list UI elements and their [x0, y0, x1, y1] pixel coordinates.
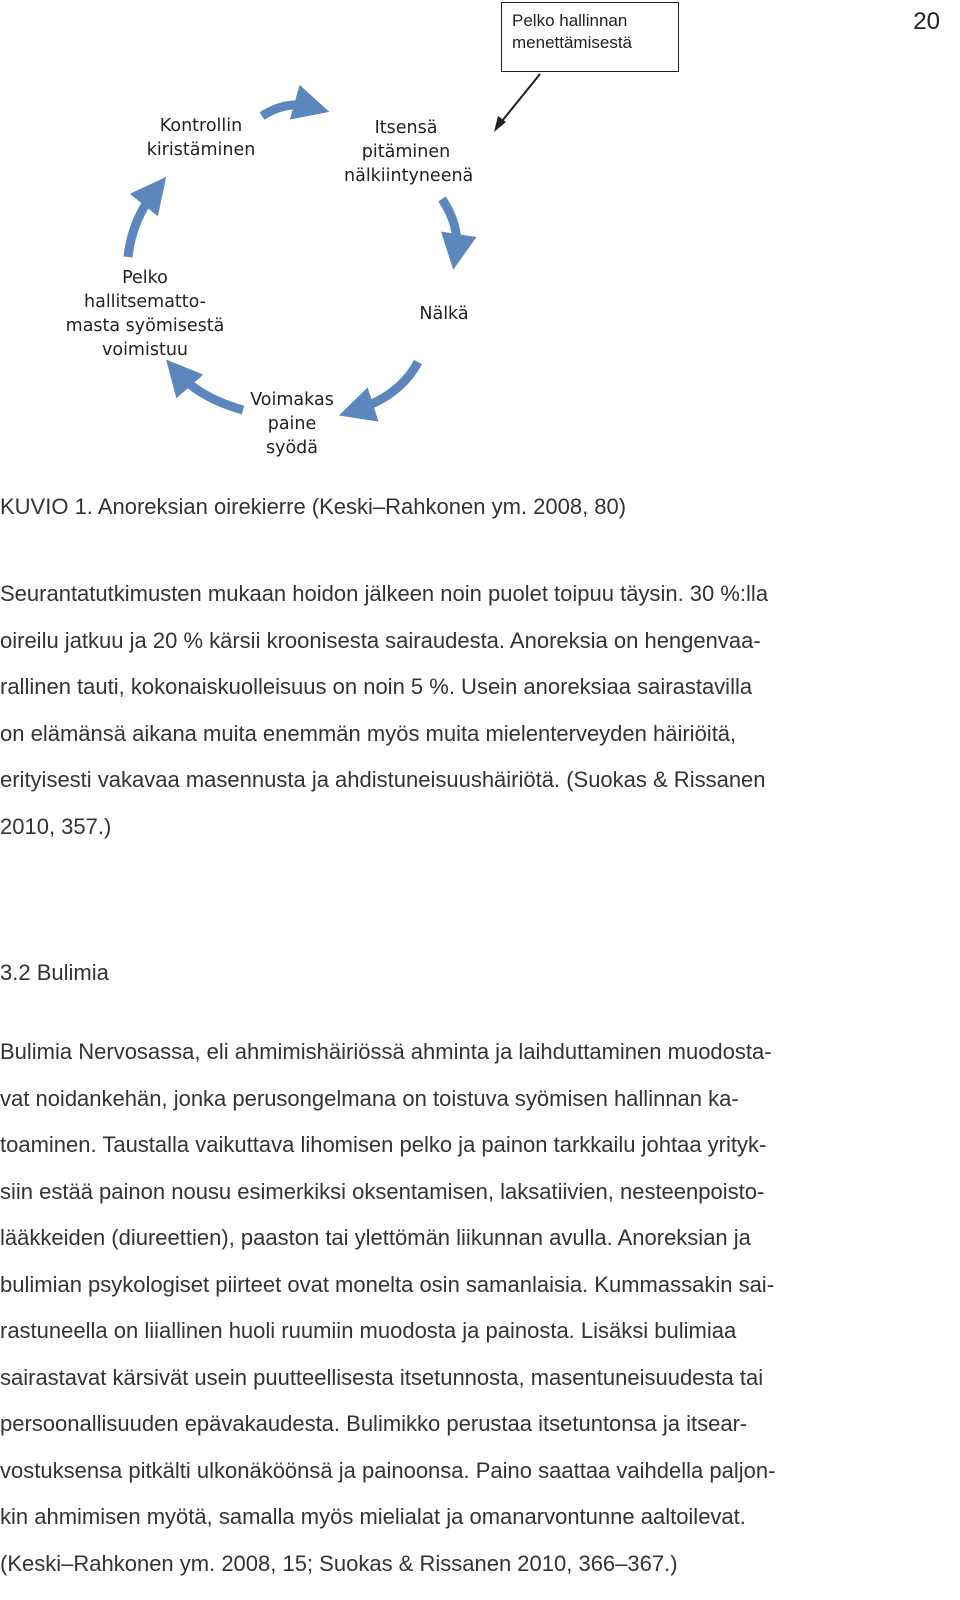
cycle-arrow-left	[128, 191, 155, 257]
figure-caption: KUVIO 1. Anoreksian oirekierre (Keski–Rahkonen ym. 2008, 80)	[0, 494, 627, 519]
callout-text: Pelko hallinnan menettämisestä	[512, 11, 632, 52]
cycle-diagram	[0, 0, 960, 480]
node-pelko: Pelko hallitsematto- masta syömisestä voimistuu	[65, 268, 225, 360]
node-voimakas: Voimakas paine syödä	[250, 390, 334, 458]
node-kontrollin: Kontrollin kiristäminen	[146, 116, 256, 160]
body-paragraph-2: Bulimia Nervosassa, eli ahmimishäiriössä ahminta ja laihduttaminen muodosta- vat noidankehän, jonka perusongelmana on toistuva syömisen hallinnan ka- toaminen. Taustalla vaikuttava lihomisen pelko ja painon tarkkailu johtaa yrityk- siin estää painon nousu esimerkiksi oksentamisen, laksatiivien, nesteenpoisto- lääkkeiden (diureettien), paaston tai ylettömän liikunnan avulla. Anoreksian ja bulimian psykologiset piirteet ovat monelta osin samanlaisia. Kummassakin sai- rastuneella on liiallinen huoli ruumiin muodosta ja painosta. Lisäksi bulimiaa sairastavat kärsivät usein puutteellisesta itsetunnosta, masentuneisuudesta tai persoonallisuuden epävakaudesta. Bulimikko perustaa itsetuntonsa ja itsear- vostuksensa pitkälti ulkonäköönsä ja painoonsa. Paino saattaa vaihdella paljon- kin ahmimisen myötä, samalla myös mielialat ja omanarvontunne aaltoilevat. (Keski–Rahkonen ym. 2008, 15; Suokas & Rissanen 2010, 366–367.)	[0, 1039, 776, 1576]
page-number: 20	[913, 8, 940, 35]
node-nalka: Nälkä	[419, 304, 469, 324]
cycle-arrow-bottom-left	[178, 373, 243, 410]
node-itsensa: Itsensä pitäminen nälkiintyneenä	[344, 118, 474, 186]
callout-pointer-arrow	[498, 74, 540, 126]
section-heading: 3.2 Bulimia	[0, 960, 109, 985]
cycle-arrow-right-upper	[442, 199, 457, 252]
body-paragraph-1: Seurantatutkimusten mukaan hoidon jälkeen noin puolet toipuu täysin. 30 %:lla oireilu jatkuu ja 20 % kärsii kroonisesta sairaudesta. Anoreksia on hengenvaa- rallinen tauti, kokonaiskuolleisuus on noin 5 %. Usein anoreksiaa sairastavilla on elämänsä aikana muita enemmän myös muita mielenterveyden häiriöitä, erityisesti vakavaa masennusta ja ahdistuneisuushäiriötä. (Suokas & Rissanen 2010, 357.)	[0, 581, 769, 839]
cycle-arrow-right-lower	[356, 362, 418, 410]
